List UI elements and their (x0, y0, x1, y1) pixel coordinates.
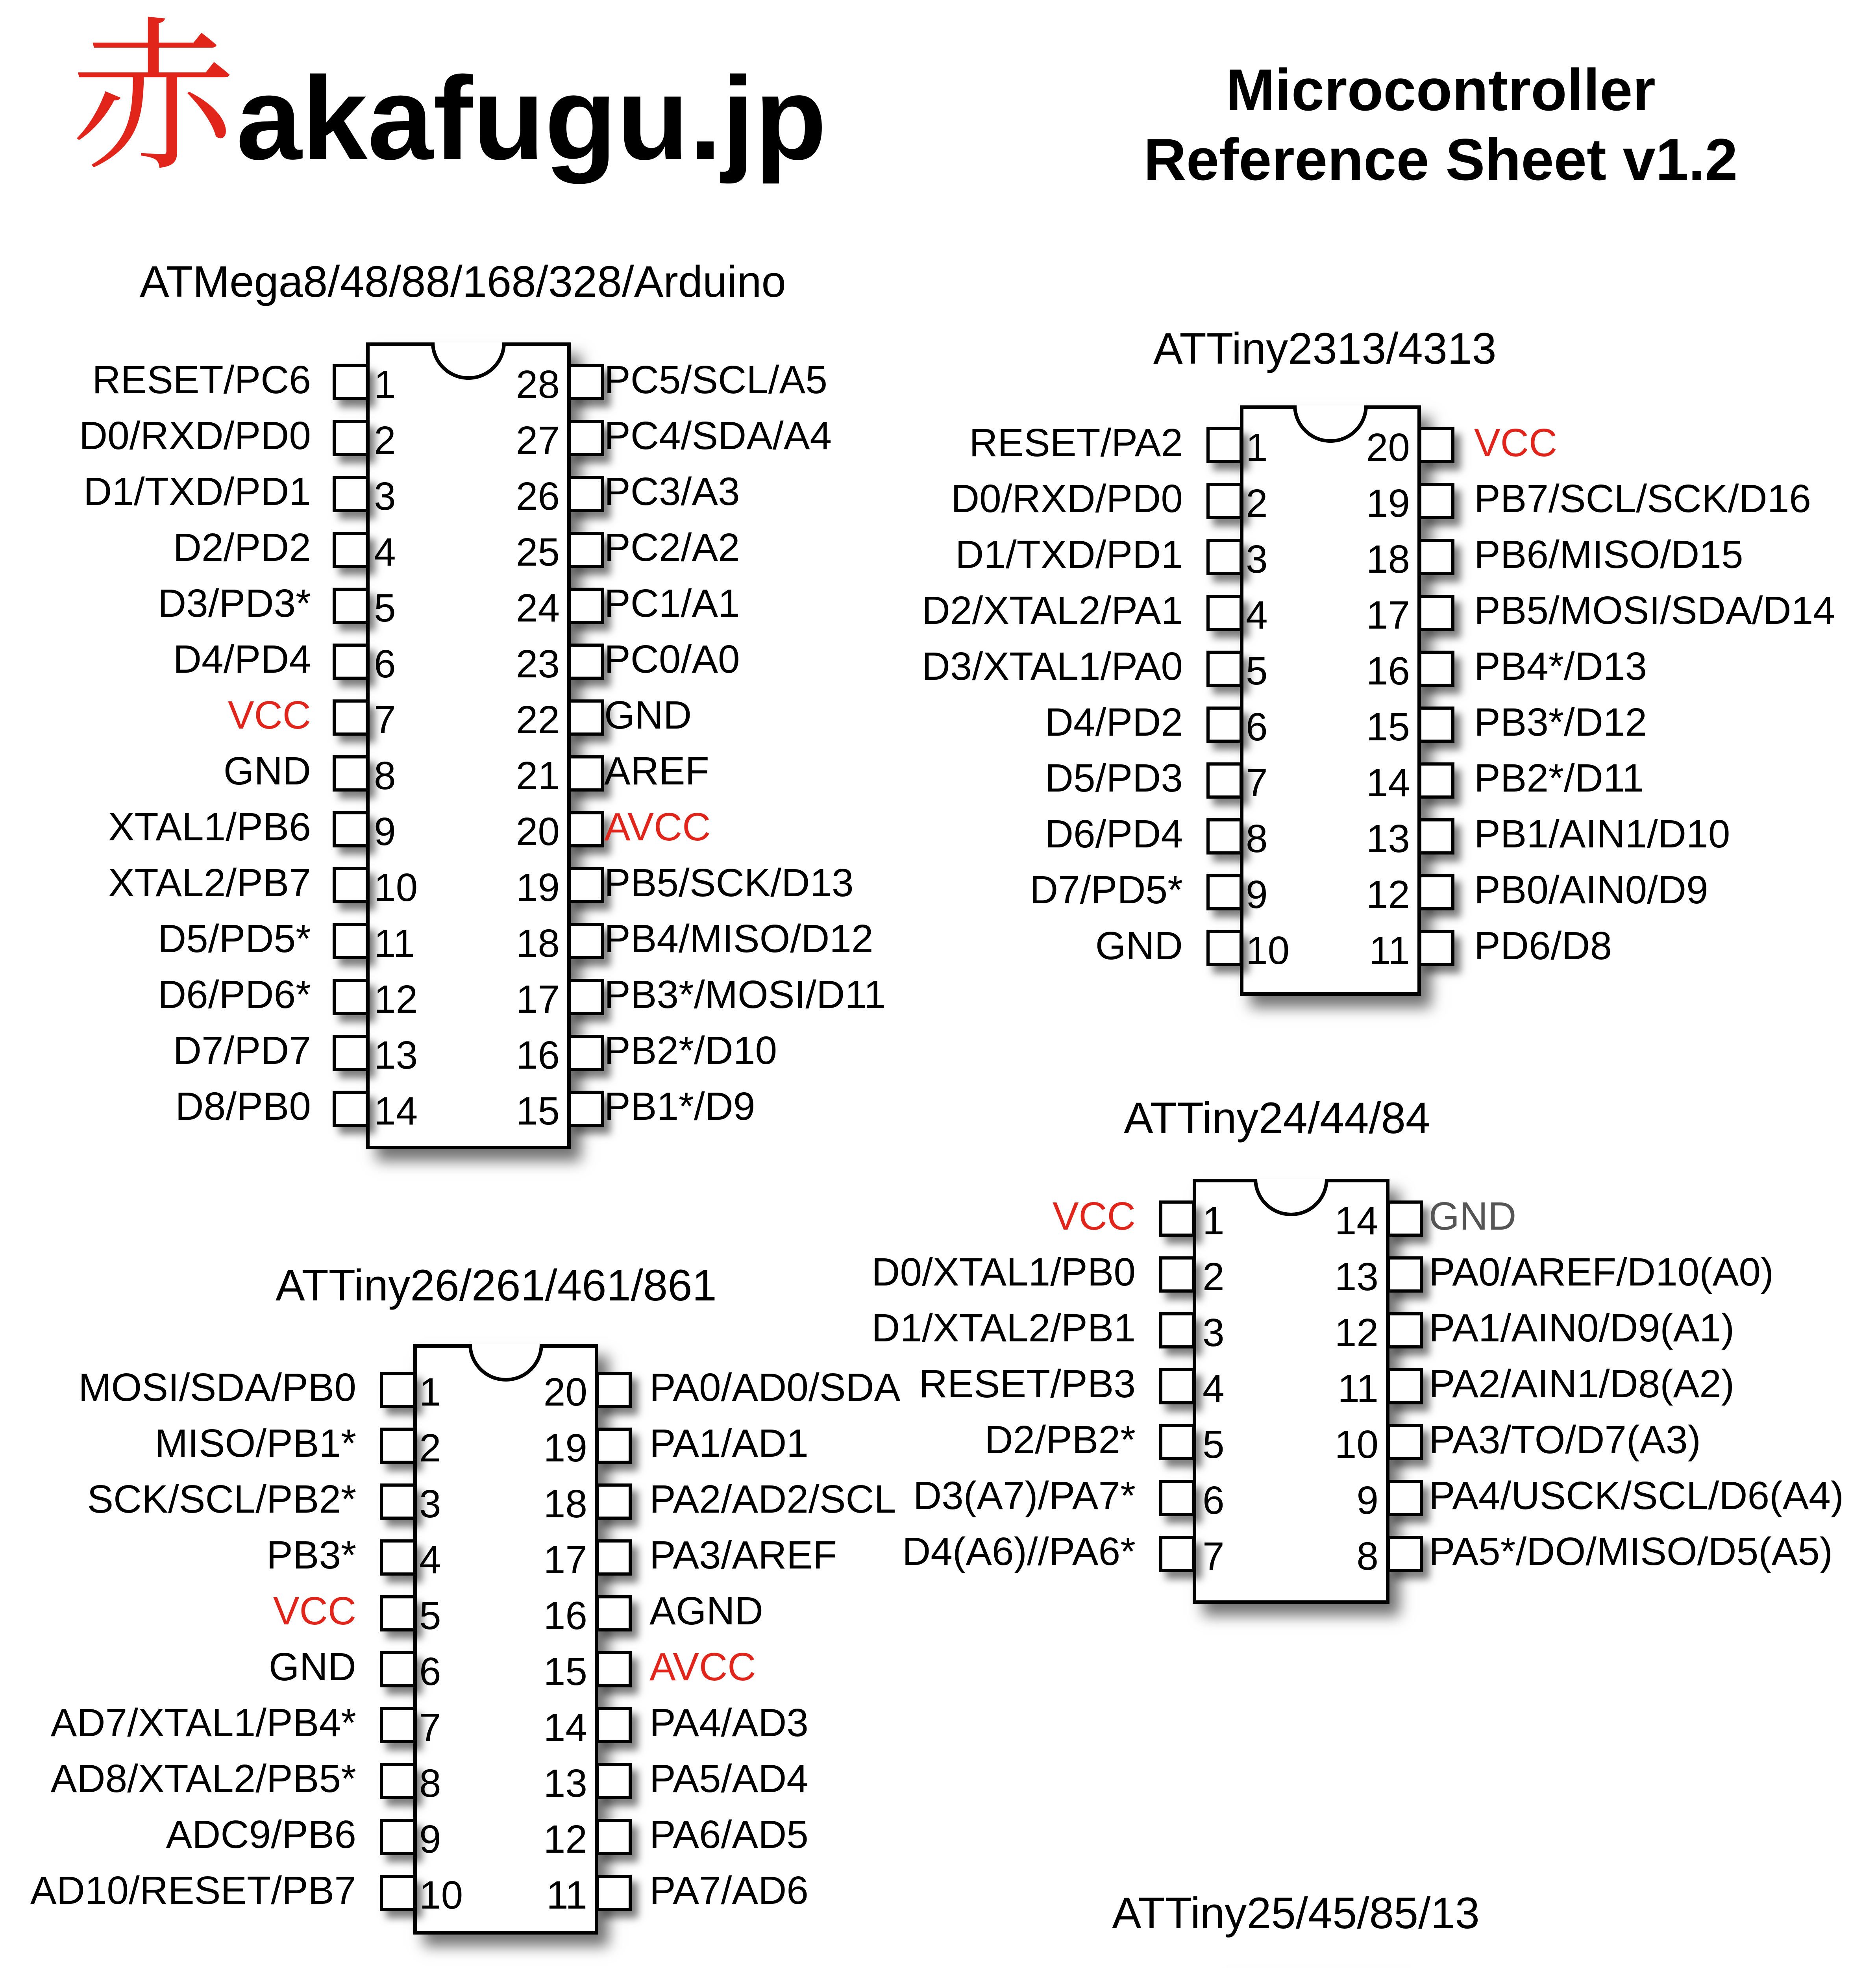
pin-number: 10 (374, 866, 418, 910)
pin-number: 2 (374, 418, 396, 462)
pin-label: GND (1095, 924, 1183, 968)
pin-number: 23 (516, 642, 560, 686)
pin-number: 6 (419, 1650, 441, 1694)
attiny26-pin-17 (596, 1539, 632, 1576)
pin-label: PA4/AD3 (649, 1701, 808, 1745)
pin-number: 11 (374, 921, 415, 966)
page-title (1008, 55, 1874, 194)
pin-label: PA4/USCK/SCL/D6(A4) (1429, 1474, 1844, 1518)
pin-label: PB2*/D10 (604, 1028, 777, 1073)
pin-label: PA7/AD6 (649, 1868, 808, 1913)
pin-label: PA2/AD2/SCL (649, 1477, 896, 1521)
atmega-chip-body (366, 342, 571, 1149)
pin-label: D1/TXD/PD1 (955, 533, 1183, 577)
pin-label: AVCC (604, 805, 711, 849)
pin-label: PA3/AREF (649, 1533, 837, 1577)
pin-number: 8 (1356, 1534, 1378, 1578)
attiny26-pin-2 (380, 1428, 416, 1464)
pin-label: GND (268, 1645, 356, 1689)
title-line-1: Microcontroller (1226, 57, 1656, 123)
pin-label: D7/PD7 (173, 1028, 311, 1073)
pin-number: 1 (419, 1370, 441, 1414)
pin-label: PB1*/D9 (604, 1084, 755, 1128)
attiny2313-pin-20 (1418, 427, 1454, 463)
atmega-pin-11 (333, 923, 369, 959)
pin-number: 10 (1334, 1422, 1378, 1467)
pin-label: PA3/TO/D7(A3) (1429, 1418, 1701, 1462)
pin-number: 12 (1366, 873, 1410, 917)
pin-number: 11 (1338, 1367, 1378, 1411)
pin-number: 7 (419, 1705, 441, 1750)
pin-label: PD6/D8 (1474, 924, 1612, 968)
pin-number: 10 (419, 1873, 463, 1917)
pin-label: PC1/A1 (604, 581, 740, 625)
attiny24-title: ATTiny24/44/84 (1124, 1093, 1430, 1143)
pin-number: 1 (374, 363, 396, 407)
pin-number: 5 (419, 1594, 441, 1638)
pin-number: 13 (1334, 1255, 1378, 1299)
atmega-pin-8 (333, 755, 369, 792)
pin-number: 4 (1203, 1367, 1225, 1411)
attiny2313-pin-1 (1206, 427, 1243, 463)
attiny2313-pin-7 (1206, 762, 1243, 799)
pin-label: PA5/AD4 (649, 1757, 808, 1801)
logo-kanji: 赤 (71, 2, 236, 194)
pin-number: 11 (546, 1873, 587, 1917)
pin-number: 12 (1334, 1311, 1378, 1355)
attiny24-pin-8 (1387, 1536, 1423, 1572)
attiny2313-pin-17 (1418, 595, 1454, 631)
pin-label: PB5/SCK/D13 (604, 861, 854, 905)
pin-number: 25 (516, 530, 560, 574)
attiny24-pin-1 (1159, 1200, 1195, 1237)
pin-number: 14 (374, 1089, 418, 1133)
atmega-title: ATMega8/48/88/168/328/Arduino (140, 257, 786, 306)
pin-number: 9 (1246, 873, 1268, 917)
atmega-pin-2 (333, 420, 369, 456)
attiny26-pin-19 (596, 1428, 632, 1464)
pin-label: D0/RXD/PD0 (79, 414, 311, 458)
pin-label: RESET/PC6 (92, 358, 311, 402)
pin-label: PB1/AIN1/D10 (1474, 812, 1730, 856)
attiny26-pin-18 (596, 1483, 632, 1520)
chip-notch (1254, 1179, 1328, 1216)
pin-label: AVCC (649, 1645, 756, 1689)
atmega-pin-7 (333, 699, 369, 736)
pin-label: PC2/A2 (604, 525, 740, 570)
pin-number: 19 (543, 1426, 587, 1470)
atmega-pin-6 (333, 644, 369, 680)
pin-label: PA0/AD0/SDA (649, 1365, 901, 1409)
pin-number: 4 (374, 530, 396, 574)
pin-label: PA2/AIN1/D8(A2) (1429, 1362, 1735, 1406)
pin-label: PB4*/D13 (1474, 644, 1647, 688)
attiny26-title: ATTiny26/261/461/861 (276, 1261, 717, 1310)
attiny26-pin-15 (596, 1651, 632, 1687)
pin-number: 11 (1369, 929, 1410, 973)
pin-number: 19 (1366, 481, 1410, 525)
pin-number: 16 (516, 1033, 560, 1077)
pin-label: D2/XTAL2/PA1 (921, 588, 1183, 633)
pin-number: 15 (516, 1089, 560, 1133)
pin-number: 19 (516, 866, 560, 910)
attiny2313-pin-11 (1418, 930, 1454, 966)
pin-number: 8 (419, 1761, 441, 1805)
pin-number: 9 (419, 1817, 441, 1861)
pin-label: D4/PD2 (1045, 700, 1183, 744)
pin-number: 17 (516, 977, 560, 1021)
attiny26-pin-16 (596, 1595, 632, 1631)
pin-label: GND (1429, 1194, 1517, 1238)
pin-label: RESET/PA2 (969, 421, 1183, 465)
attiny24-pin-11 (1387, 1368, 1423, 1404)
chip-notch (431, 342, 506, 380)
attiny26-pin-10 (380, 1875, 416, 1911)
atmega-pin-14 (333, 1091, 369, 1127)
attiny24-pin-14 (1387, 1200, 1423, 1237)
pin-number: 2 (419, 1426, 441, 1470)
atmega-pin-20 (568, 811, 604, 847)
pin-number: 18 (1366, 537, 1410, 581)
pin-number: 20 (543, 1370, 587, 1414)
attiny24-pin-13 (1387, 1256, 1423, 1293)
pin-number: 8 (1246, 817, 1268, 861)
pin-label: PA6/AD5 (649, 1813, 808, 1857)
pin-label: D6/PD6* (157, 973, 311, 1017)
pin-label: AGND (649, 1589, 763, 1633)
atmega-pin-25 (568, 532, 604, 568)
pin-label: VCC (1052, 1194, 1136, 1238)
pin-number: 3 (1203, 1311, 1225, 1355)
pin-label: PB0/AIN0/D9 (1474, 868, 1708, 912)
atmega-pin-16 (568, 1035, 604, 1071)
pin-label: D3/PD3* (157, 581, 311, 625)
pin-label: PC5/SCL/A5 (604, 358, 827, 402)
attiny26-pin-3 (380, 1483, 416, 1520)
atmega-pin-1 (333, 364, 369, 400)
pin-number: 16 (543, 1594, 587, 1638)
pin-number: 16 (1366, 649, 1410, 693)
pin-number: 20 (1366, 425, 1410, 470)
pin-number: 3 (419, 1482, 441, 1526)
attiny26-pin-11 (596, 1875, 632, 1911)
atmega-pin-3 (333, 476, 369, 512)
pin-label: PB2*/D11 (1474, 756, 1644, 800)
pin-label: VCC (1474, 421, 1558, 465)
atmega-pin-5 (333, 588, 369, 624)
atmega-pin-28 (568, 364, 604, 400)
attiny2313-pin-15 (1418, 707, 1454, 743)
pin-label: D1/TXD/PD1 (83, 470, 311, 514)
atmega-pin-13 (333, 1035, 369, 1071)
attiny24-pin-5 (1159, 1424, 1195, 1460)
pin-label: D3/XTAL1/PA0 (921, 644, 1183, 688)
pin-number: 9 (1356, 1478, 1378, 1522)
attiny26-pin-13 (596, 1763, 632, 1799)
pin-number: 5 (1246, 649, 1268, 693)
pin-label: AD8/XTAL2/PB5* (50, 1757, 356, 1801)
atmega-pin-17 (568, 979, 604, 1015)
pin-label: D4/PD4 (173, 637, 311, 681)
pin-label: PB6/MISO/D15 (1474, 533, 1743, 577)
pin-label: D1/XTAL2/PB1 (871, 1306, 1136, 1350)
pin-number: 5 (1203, 1422, 1225, 1467)
pin-number: 14 (1334, 1199, 1378, 1243)
attiny24-pin-10 (1387, 1424, 1423, 1460)
pin-label: MOSI/SDA/PB0 (78, 1365, 356, 1409)
pin-number: 6 (1203, 1478, 1225, 1522)
pin-label: D6/PD4 (1045, 812, 1183, 856)
atmega-pin-21 (568, 755, 604, 792)
pin-label: D2/PB2* (984, 1418, 1136, 1462)
pin-label: SCK/SCL/PB2* (87, 1477, 356, 1521)
atmega-pin-26 (568, 476, 604, 512)
pin-number: 13 (374, 1033, 418, 1077)
pin-label: PB4/MISO/D12 (604, 917, 873, 961)
pin-label: PA1/AD1 (649, 1421, 808, 1465)
pin-number: 1 (1246, 425, 1268, 470)
pin-number: 18 (543, 1482, 587, 1526)
pin-label: D3(A7)/PA7* (913, 1474, 1136, 1518)
pin-number: 13 (1366, 817, 1410, 861)
pin-number: 26 (516, 474, 560, 518)
atmega-pin-9 (333, 811, 369, 847)
atmega-pin-4 (333, 532, 369, 568)
chip-notch (1293, 405, 1368, 443)
atmega-pin-10 (333, 867, 369, 903)
pin-number: 4 (419, 1538, 441, 1582)
pin-number: 18 (516, 921, 560, 966)
pin-number: 28 (516, 363, 560, 407)
attiny26-pin-4 (380, 1539, 416, 1576)
pin-label: PB7/SCL/SCK/D16 (1474, 477, 1811, 521)
attiny2313-pin-13 (1418, 818, 1454, 855)
pin-label: VCC (228, 693, 311, 737)
attiny26-pin-1 (380, 1372, 416, 1408)
pin-label: XTAL1/PB6 (108, 805, 311, 849)
pin-number: 15 (543, 1650, 587, 1694)
pin-label: PB3*/D12 (1474, 700, 1647, 744)
attiny2313-pin-3 (1206, 539, 1243, 575)
attiny2313-pin-9 (1206, 874, 1243, 910)
attiny24-pin-7 (1159, 1536, 1195, 1572)
pin-number: 1 (1203, 1199, 1225, 1243)
pin-number: 9 (374, 810, 396, 854)
pin-label: ADC9/PB6 (166, 1813, 356, 1857)
pin-label: PA0/AREF/D10(A0) (1429, 1250, 1774, 1294)
pin-label: D5/PD5* (157, 917, 311, 961)
attiny24-pin-6 (1159, 1480, 1195, 1516)
pin-label: PB3* (266, 1533, 356, 1577)
attiny2313-pin-19 (1418, 483, 1454, 519)
attiny2313-pin-6 (1206, 707, 1243, 743)
pin-number: 2 (1203, 1255, 1225, 1299)
attiny24-pin-4 (1159, 1368, 1195, 1404)
atmega-pin-22 (568, 699, 604, 736)
attiny26-pin-6 (380, 1651, 416, 1687)
attiny24-pin-3 (1159, 1312, 1195, 1348)
pin-label: XTAL2/PB7 (108, 861, 311, 905)
pin-label: D0/XTAL1/PB0 (871, 1250, 1136, 1294)
pin-number: 7 (1203, 1534, 1225, 1578)
pin-label: PC3/A3 (604, 470, 740, 514)
attiny24-pin-12 (1387, 1312, 1423, 1348)
pin-number: 20 (516, 810, 560, 854)
chip-notch (468, 1344, 543, 1382)
attiny26-pin-14 (596, 1707, 632, 1743)
pin-number: 17 (543, 1538, 587, 1582)
pin-label: GND (223, 749, 311, 793)
pin-label: MISO/PB1* (155, 1421, 356, 1465)
pin-number: 22 (516, 698, 560, 742)
pin-label: D0/RXD/PD0 (951, 477, 1183, 521)
atmega-pin-27 (568, 420, 604, 456)
atmega-pin-23 (568, 644, 604, 680)
attiny26-pin-9 (380, 1819, 416, 1855)
pin-number: 17 (1366, 593, 1410, 637)
attiny26-pin-8 (380, 1763, 416, 1799)
title-line-2: Reference Sheet v1.2 (1143, 126, 1738, 192)
atmega-pin-12 (333, 979, 369, 1015)
attiny26-pin-20 (596, 1372, 632, 1408)
pin-label: AD7/XTAL1/PB4* (50, 1701, 356, 1745)
attiny2313-pin-18 (1418, 539, 1454, 575)
pin-number: 4 (1246, 593, 1268, 637)
pin-label: PB5/MOSI/SDA/D14 (1474, 588, 1835, 633)
pin-label: PC4/SDA/A4 (604, 414, 832, 458)
pin-label: AD10/RESET/PB7 (30, 1868, 356, 1913)
attiny2313-pin-14 (1418, 762, 1454, 799)
pin-number: 12 (374, 977, 418, 1021)
pin-label: PC0/A0 (604, 637, 740, 681)
brand-name: akafugu.jp (236, 52, 827, 184)
attiny2313-pin-12 (1418, 874, 1454, 910)
pin-number: 6 (1246, 705, 1268, 749)
attiny24-pin-2 (1159, 1256, 1195, 1293)
pin-number: 3 (374, 474, 396, 518)
attiny2313-pin-4 (1206, 595, 1243, 631)
pin-number: 21 (516, 754, 560, 798)
pin-number: 14 (1366, 761, 1410, 805)
attiny2313-title: ATTiny2313/4313 (1153, 324, 1497, 373)
pin-label: AREF (604, 749, 709, 793)
pin-label: D7/PD5* (1029, 868, 1183, 912)
atmega-pin-15 (568, 1091, 604, 1127)
atmega-pin-18 (568, 923, 604, 959)
pin-label: PA5*/DO/MISO/D5(A5) (1429, 1530, 1833, 1574)
attiny26-pin-7 (380, 1707, 416, 1743)
atmega-pin-19 (568, 867, 604, 903)
pin-label: D8/PB0 (175, 1084, 311, 1128)
pin-number: 14 (543, 1705, 587, 1750)
attiny2313-pin-2 (1206, 483, 1243, 519)
pin-number: 7 (374, 698, 396, 742)
pin-label: D4(A6)//PA6* (902, 1530, 1136, 1574)
pin-label: PA1/AIN0/D9(A1) (1429, 1306, 1735, 1350)
pin-number: 3 (1246, 537, 1268, 581)
attiny2313-pin-5 (1206, 651, 1243, 687)
attiny26-pin-12 (596, 1819, 632, 1855)
pin-number: 10 (1246, 929, 1290, 973)
pin-number: 2 (1246, 481, 1268, 525)
attiny24-pin-9 (1387, 1480, 1423, 1516)
pin-number: 27 (516, 418, 560, 462)
atmega-pin-24 (568, 588, 604, 624)
attiny2313-pin-10 (1206, 930, 1243, 966)
attiny26-pin-5 (380, 1595, 416, 1631)
pin-number: 8 (374, 754, 396, 798)
pin-number: 13 (543, 1761, 587, 1805)
pin-number: 5 (374, 586, 396, 630)
pin-number: 15 (1366, 705, 1410, 749)
pin-label: D2/PD2 (173, 525, 311, 570)
attiny2313-pin-16 (1418, 651, 1454, 687)
pin-label: RESET/PB3 (919, 1362, 1136, 1406)
pin-label: PB3*/MOSI/D11 (604, 973, 886, 1017)
pin-label: VCC (273, 1589, 356, 1633)
pin-number: 24 (516, 586, 560, 630)
pin-label: D5/PD3 (1045, 756, 1183, 800)
pin-number: 12 (543, 1817, 587, 1861)
attiny25-title: ATTiny25/45/85/13 (1112, 1888, 1480, 1938)
pin-number: 7 (1246, 761, 1268, 805)
pin-label: GND (604, 693, 692, 737)
pin-number: 6 (374, 642, 396, 686)
attiny2313-pin-8 (1206, 818, 1243, 855)
